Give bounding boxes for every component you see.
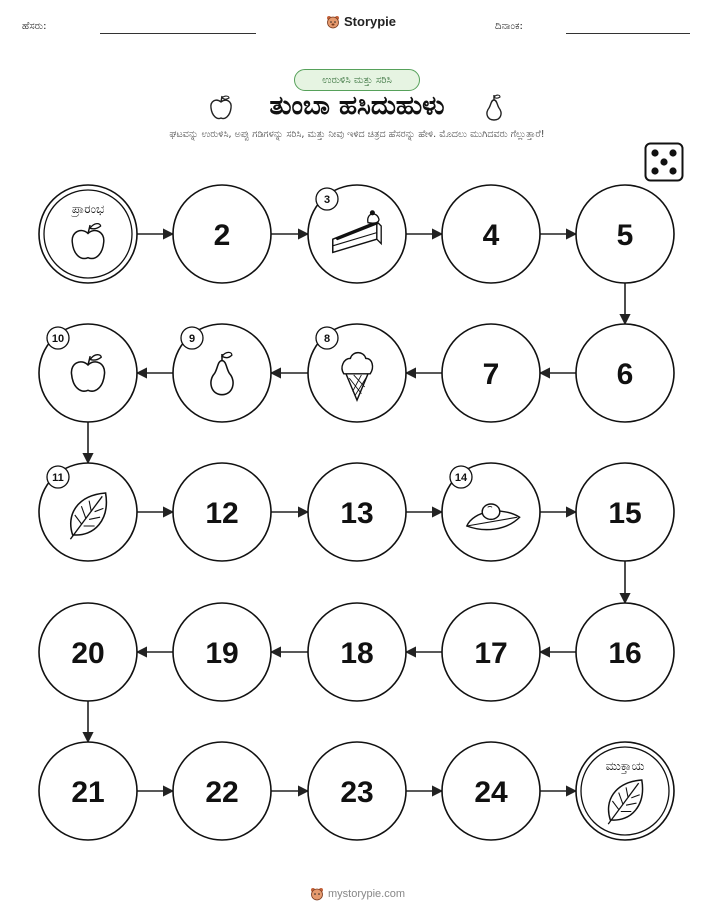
board-square-13[interactable] bbox=[308, 463, 406, 561]
board-square-9[interactable] bbox=[173, 324, 271, 422]
board-square-6[interactable] bbox=[576, 324, 674, 422]
name-label: ಹೆಸರು: bbox=[22, 21, 47, 32]
board-square-20[interactable] bbox=[39, 603, 137, 701]
square-number: 18 bbox=[340, 637, 374, 670]
board-square-21[interactable] bbox=[39, 742, 137, 840]
page-title: ತುಂಬಾ ಹಸಿದುಹುಳು bbox=[269, 91, 445, 121]
square-number: 19 bbox=[205, 637, 239, 670]
square-number: 2 bbox=[213, 219, 231, 252]
footer-url: mystorypie.com bbox=[328, 888, 406, 900]
square-number: 4 bbox=[482, 219, 500, 252]
square-number-badge: 9 bbox=[188, 333, 196, 345]
square-number-badge: 8 bbox=[323, 333, 331, 345]
board-square-2[interactable] bbox=[173, 185, 271, 283]
finish-label: ಮುಕ್ತಾಯ bbox=[605, 759, 645, 773]
date-label: ದಿನಾಂಕ: bbox=[495, 21, 523, 32]
board-square-15[interactable] bbox=[576, 463, 674, 561]
board-square-24[interactable] bbox=[442, 742, 540, 840]
finish-square[interactable] bbox=[576, 742, 674, 840]
square-number: 22 bbox=[205, 776, 239, 809]
board-square-17[interactable] bbox=[442, 603, 540, 701]
square-number-badge: 3 bbox=[323, 194, 331, 206]
board-square-5[interactable] bbox=[576, 185, 674, 283]
square-number: 17 bbox=[474, 637, 508, 670]
footer bbox=[310, 887, 405, 901]
square-number: 21 bbox=[71, 776, 105, 809]
board-square-23[interactable] bbox=[308, 742, 406, 840]
board-square-10[interactable] bbox=[39, 324, 137, 422]
start-square[interactable] bbox=[39, 185, 137, 283]
board-square-7[interactable] bbox=[442, 324, 540, 422]
instructions: ಘಟವನ್ನು ಉರುಳಿಸಿ, ಅಪ್ಪು ಗಡಿಗಳನ್ನು ಸರಿಸಿ, ಮತ್ತು ನೀವು ಇಳಿದ ಚಿತ್ರದ ಹೆಸರನ್ನು ಹೇಳಿ. ಮೊದಲು ಮುಗಿದವರು ಗೆಲ್ಲುತ್ತಾರೆ! bbox=[169, 129, 545, 140]
board-square-11[interactable] bbox=[39, 463, 137, 561]
board-square-3[interactable] bbox=[308, 185, 406, 283]
board-square-12[interactable] bbox=[173, 463, 271, 561]
board-square-4[interactable] bbox=[442, 185, 540, 283]
square-number: 24 bbox=[474, 776, 508, 809]
square-number: 6 bbox=[616, 358, 634, 391]
square-number-badge: 14 bbox=[454, 472, 468, 484]
activity-tag: ಉರುಳಿಸಿ ಮತ್ತು ಸರಿಸಿ bbox=[294, 69, 420, 91]
square-number: 12 bbox=[205, 497, 239, 530]
square-number: 20 bbox=[71, 637, 105, 670]
board-square-14[interactable] bbox=[442, 463, 540, 561]
square-number: 5 bbox=[616, 219, 634, 252]
board-square-19[interactable] bbox=[173, 603, 271, 701]
bear-mascot-icon bbox=[310, 887, 324, 901]
square-number: 16 bbox=[608, 637, 642, 670]
square-number-badge: 11 bbox=[52, 472, 64, 484]
brand-name: Storypie bbox=[344, 14, 397, 29]
square-number: 15 bbox=[608, 497, 642, 530]
start-label: ಪ್ರಾರಂಭ bbox=[71, 202, 105, 216]
square-number: 7 bbox=[482, 358, 500, 391]
board-square-8[interactable] bbox=[308, 324, 406, 422]
square-number-badge: 10 bbox=[51, 333, 65, 345]
board-square-22[interactable] bbox=[173, 742, 271, 840]
square-number: 13 bbox=[340, 497, 374, 530]
board-square-16[interactable] bbox=[576, 603, 674, 701]
square-number: 23 bbox=[340, 776, 374, 809]
board-square-18[interactable] bbox=[308, 603, 406, 701]
